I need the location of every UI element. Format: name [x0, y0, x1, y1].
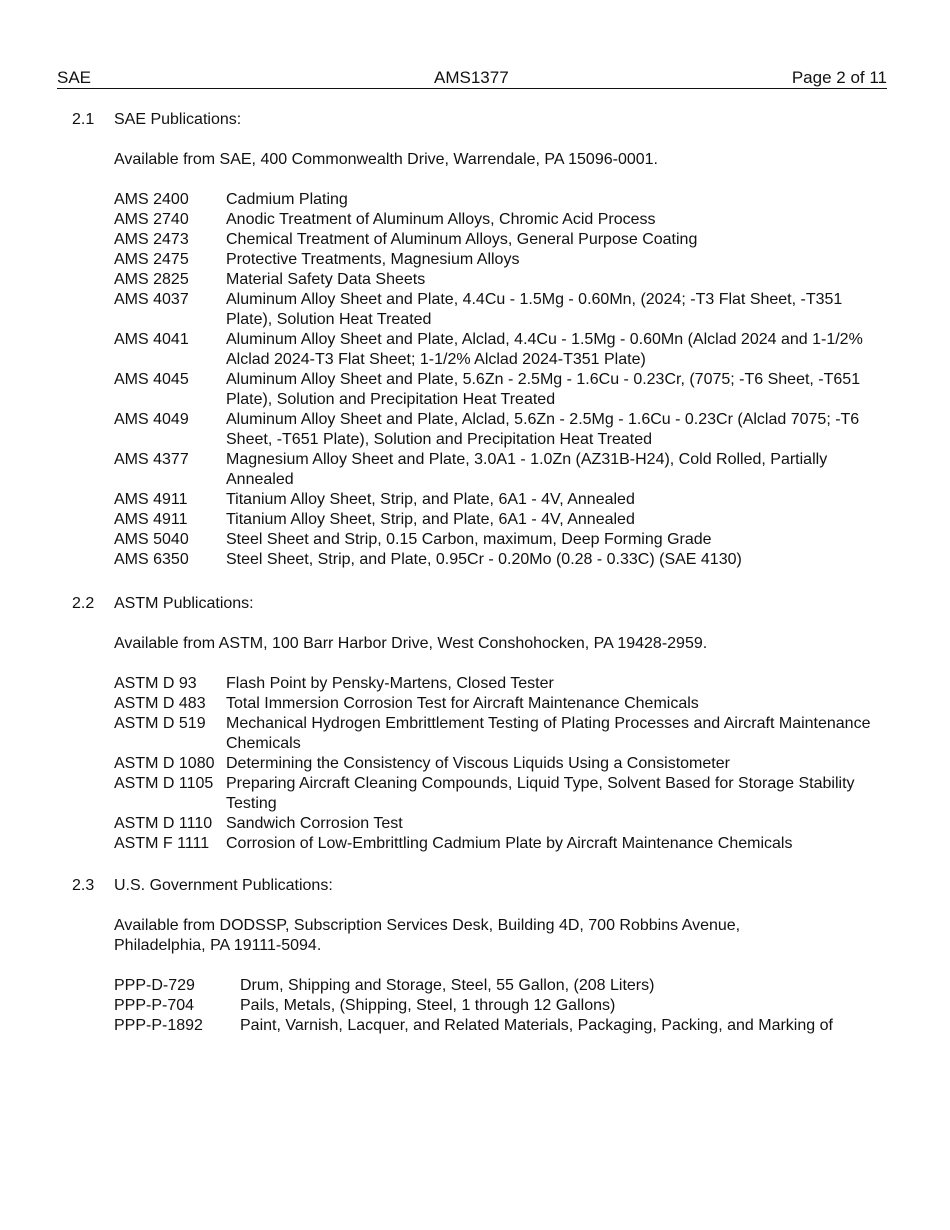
section-heading [72, 110, 892, 130]
reference-id: AMS 4037 [114, 291, 189, 308]
reference-item [114, 270, 892, 290]
reference-item [114, 774, 892, 814]
reference-list [114, 674, 892, 854]
reference-list [114, 190, 892, 570]
reference-item [114, 694, 892, 714]
reference-item [114, 410, 892, 450]
reference-title: Aluminum Alloy Sheet and Plate, Alclad, 4.4Cu - 1.5Mg - 0.60Mn (Alclad 2024 and 1-1/2% Alclad 2024-T3 Flat Sheet; 1-1/2% Alclad 2024-T351 Plate) [226, 331, 863, 368]
reference-item [114, 370, 892, 410]
reference-id: AMS 4911 [114, 511, 188, 528]
availability-note: Available from ASTM, 100 Barr Harbor Drive, West Conshohocken, PA 19428-2959. [114, 635, 708, 652]
reference-title: Steel Sheet, Strip, and Plate, 0.95Cr - 0.20Mo (0.28 - 0.33C) (SAE 4130) [226, 551, 742, 568]
reference-title: Flash Point by Pensky-Martens, Closed Tester [226, 675, 554, 692]
reference-item [114, 834, 892, 854]
reference-id: ASTM D 1110 [114, 815, 213, 832]
reference-title: Magnesium Alloy Sheet and Plate, 3.0A1 - 1.0Zn (AZ31B-H24), Cold Rolled, Partially Annealed [226, 451, 828, 488]
reference-title: Anodic Treatment of Aluminum Alloys, Chromic Acid Process [226, 211, 656, 228]
availability-note: Available from DODSSP, Subscription Services Desk, Building 4D, 700 Robbins Avenue, Philadelphia, PA 19111-5094. [114, 917, 741, 954]
reference-id: ASTM F 1111 [114, 835, 210, 852]
reference-title: Aluminum Alloy Sheet and Plate, 4.4Cu - 1.5Mg - 0.60Mn, (2024; -T3 Flat Sheet, -T351 Plate), Solution Heat Treated [226, 291, 843, 328]
reference-id: ASTM D 1080 [114, 755, 215, 772]
reference-id: PPP-P-1892 [114, 1017, 203, 1034]
reference-id: PPP-D-729 [114, 977, 195, 994]
reference-id: ASTM D 519 [114, 715, 206, 732]
section-number: 2.2 [72, 595, 95, 612]
reference-item [114, 490, 892, 510]
reference-title: Paint, Varnish, Lacquer, and Related Materials, Packaging, Packing, and Marking of [240, 1017, 833, 1034]
reference-item [114, 190, 892, 210]
reference-item [114, 714, 892, 754]
reference-id: AMS 5040 [114, 531, 189, 548]
reference-title: Titanium Alloy Sheet, Strip, and Plate, 6A1 - 4V, Annealed [226, 511, 635, 528]
reference-list [114, 976, 892, 1036]
reference-title: Aluminum Alloy Sheet and Plate, Alclad, 5.6Zn - 2.5Mg - 1.6Cu - 0.23Cr (Alclad 7075; -T6 Sheet, -T651 Plate), Solution and Precipitation Heat Treated [226, 411, 860, 448]
section-us-government-publications [72, 876, 892, 1036]
reference-item [114, 814, 892, 834]
reference-id: AMS 4911 [114, 491, 188, 508]
reference-id: AMS 2740 [114, 211, 189, 228]
reference-id: AMS 6350 [114, 551, 189, 568]
section-number: 2.3 [72, 877, 95, 894]
section-sae-publications [72, 110, 892, 570]
reference-title: Preparing Aircraft Cleaning Compounds, Liquid Type, Solvent Based for Storage Stability Testing [226, 775, 855, 812]
reference-id: AMS 4049 [114, 411, 189, 428]
reference-item [114, 250, 892, 270]
header-doc-number: AMS1377 [434, 68, 509, 87]
reference-id: AMS 2475 [114, 251, 189, 268]
reference-title: Drum, Shipping and Storage, Steel, 55 Gallon, (208 Liters) [240, 977, 655, 994]
page-header [57, 68, 887, 89]
reference-id: AMS 2825 [114, 271, 189, 288]
reference-item [114, 230, 892, 250]
reference-id: AMS 2473 [114, 231, 189, 248]
reference-item [114, 1016, 892, 1036]
reference-title: Steel Sheet and Strip, 0.15 Carbon, maximum, Deep Forming Grade [226, 531, 712, 548]
reference-title: Material Safety Data Sheets [226, 271, 426, 288]
reference-title: Chemical Treatment of Aluminum Alloys, General Purpose Coating [226, 231, 698, 248]
reference-item [114, 290, 892, 330]
reference-id: AMS 4041 [114, 331, 189, 348]
section-number: 2.1 [72, 111, 95, 128]
reference-title: Determining the Consistency of Viscous Liquids Using a Consistometer [226, 755, 730, 772]
reference-item [114, 754, 892, 774]
reference-title: Sandwich Corrosion Test [226, 815, 403, 832]
reference-item [114, 450, 892, 490]
reference-title: Corrosion of Low-Embrittling Cadmium Plate by Aircraft Maintenance Chemicals [226, 835, 793, 852]
reference-title: Aluminum Alloy Sheet and Plate, 5.6Zn - 2.5Mg - 1.6Cu - 0.23Cr, (7075; -T6 Sheet, -T651 Plate), Solution and Precipitation Heat Treated [226, 371, 861, 408]
reference-title: Pails, Metals, (Shipping, Steel, 1 through 12 Gallons) [240, 997, 616, 1014]
reference-item [114, 674, 892, 694]
reference-item [114, 330, 892, 370]
reference-item [114, 530, 892, 550]
reference-id: ASTM D 483 [114, 695, 206, 712]
section-title: SAE Publications: [114, 111, 242, 128]
section-heading [72, 594, 892, 614]
header-page-number: Page 2 of 11 [791, 68, 887, 87]
reference-id: AMS 4377 [114, 451, 189, 468]
section-title: ASTM Publications: [114, 595, 254, 612]
section-astm-publications [72, 594, 892, 854]
reference-id: AMS 4045 [114, 371, 189, 388]
reference-title: Cadmium Plating [226, 191, 348, 208]
reference-item [114, 550, 892, 570]
section-heading [72, 876, 892, 896]
reference-title: Protective Treatments, Magnesium Alloys [226, 251, 520, 268]
reference-item [114, 510, 892, 530]
section-title: U.S. Government Publications: [114, 877, 333, 894]
reference-title: Total Immersion Corrosion Test for Aircraft Maintenance Chemicals [226, 695, 699, 712]
availability-note: Available from SAE, 400 Commonwealth Drive, Warrendale, PA 15096-0001. [114, 151, 658, 168]
reference-item [114, 976, 892, 996]
reference-id: PPP-P-704 [114, 997, 195, 1014]
header-org: SAE [57, 68, 92, 87]
reference-title: Titanium Alloy Sheet, Strip, and Plate, 6A1 - 4V, Annealed [226, 491, 635, 508]
reference-id: ASTM D 1105 [114, 775, 214, 792]
reference-item [114, 996, 892, 1016]
reference-item [114, 210, 892, 230]
reference-id: ASTM D 93 [114, 675, 197, 692]
reference-id: AMS 2400 [114, 191, 189, 208]
reference-title: Mechanical Hydrogen Embrittlement Testing of Plating Processes and Aircraft Maintenance Chemicals [226, 715, 871, 752]
